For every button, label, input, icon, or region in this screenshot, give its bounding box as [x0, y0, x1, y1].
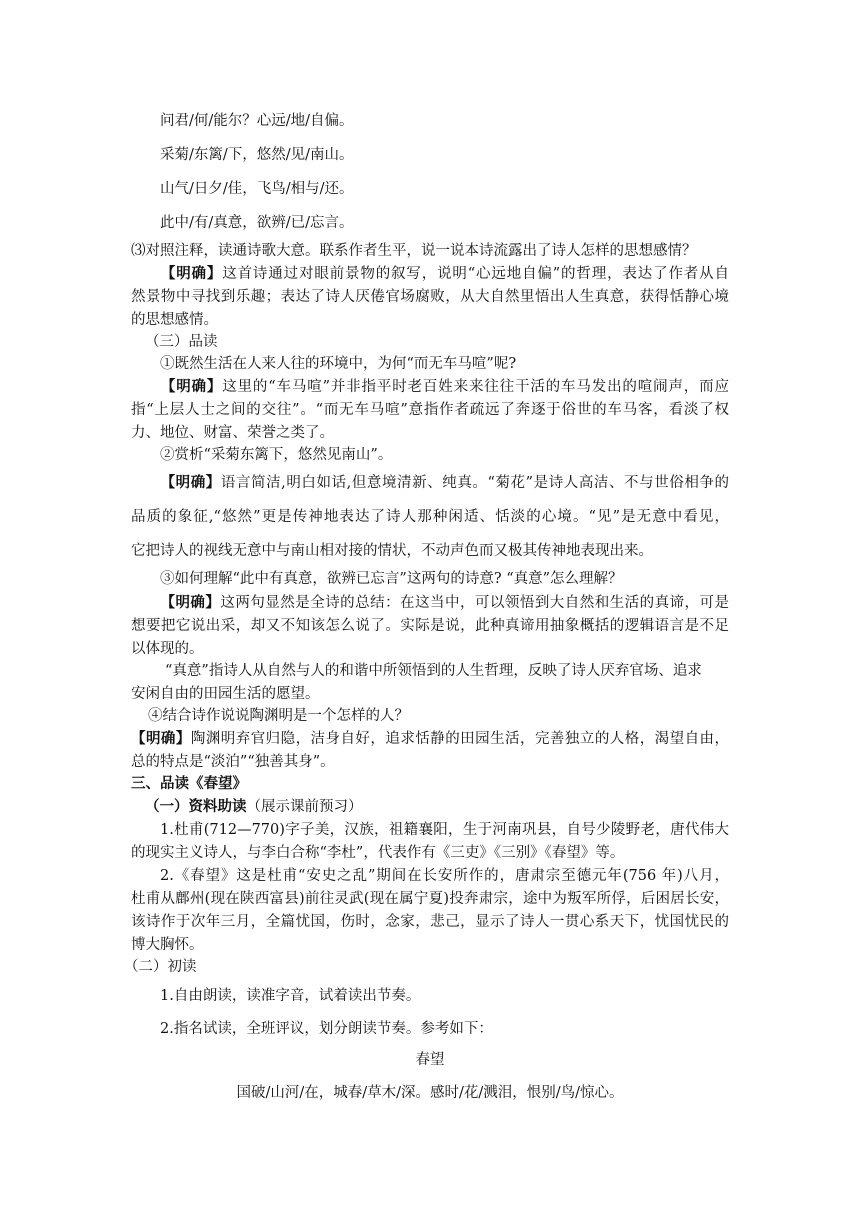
pindu-question-2: ②赏析“采菊东篱下，悠然见南山”。 [160, 447, 393, 463]
pindu-question-1: ①既然生活在人来人往的环境中，为何“而无车马喧”呢? [160, 356, 517, 372]
subsection-chudu: （二）初读 [124, 959, 197, 975]
answer-tag: 【明确】 [160, 378, 223, 395]
info-1-line-1: 1.杜甫(712—770)字子美，汉族，祖籍襄阳，生于河南巩县，自号少陵野老，唐代伟大 [160, 822, 729, 838]
answer-tag: 【明确】 [160, 594, 221, 611]
pindu-answer-3-line-4: “真意”指诗人从自然与人的和谐中所领悟到的人生哲理，反映了诗人厌弃官场、追求 [165, 663, 702, 679]
poem-line: 山气/日夕/佳，飞鸟/相与/还。 [160, 181, 354, 197]
pindu-answer-2-line-1: 【明确】语言简洁,明白如话,但意境清新、纯真。“菊花”是诗人高洁、不与世俗相争的 [160, 474, 730, 491]
reading-step-2: 2.指名试读，全班评议，划分朗读节奏。参考如下： [160, 1021, 493, 1037]
info-1-line-2: 的现实主义诗人，与李白合称“李杜”，代表作有《三吏》《三别》《春望》等。 [131, 845, 625, 861]
pindu-answer-3-line-1: 【明确】这两句显然是全诗的总结：在这当中，可以领悟到大自然和生活的真谛，可是 [160, 594, 730, 611]
poem-title: 春望 [415, 1052, 445, 1068]
poem-line: 国破/山河/在，城春/草木/深。感时/花/溅泪，恨别/鸟/惊心。 [236, 1085, 624, 1101]
info-2-line-1: 2.《春望》这是杜甫“安史之乱”期间在长安所作的，唐肃宗至德元年(756 年)八月， [160, 868, 729, 884]
pindu-answer-2-line-2: 品质的象征,“悠然”更是传神地表达了诗人那种闲适、恬淡的心境。“见”是无意中看见， [131, 509, 729, 525]
answer-3-line-1: 【明确】这首诗通过对眼前景物的叙写，说明“心远地自偏”的哲理，表达了作者从自 [160, 265, 729, 282]
answer-tag: 【明确】 [160, 474, 221, 491]
info-2-line-4: 博大胸怀。 [131, 937, 204, 953]
section-heading: 三、品读《春望》 [131, 775, 247, 792]
answer-tag: 【明确】 [131, 730, 191, 747]
answer-3-line-3: 的思想感情。 [131, 312, 218, 328]
pindu-answer-2-line-3: 它把诗人的视线无意中与南山相对接的情状，不动声色而又极其传神地表现出来。 [131, 543, 653, 559]
pindu-answer-4-line-2: 总的特点是“淡泊”“独善其身”。 [131, 754, 335, 770]
question-3: ⑶对照注释，读通诗歌大意。联系作者生平，说一说本诗流露出了诗人怎样的思想感情？ [131, 243, 697, 259]
pindu-answer-3-line-3: 以体现的。 [131, 641, 204, 657]
pindu-question-3: ③如何理解“此中有真意，欲辨已忘言”这两句的诗意? “真意”怎么理解？ [160, 571, 623, 587]
section-pindu: （三）品读 [145, 334, 218, 350]
poem-line: 采菊/东篱/下，悠然/见/南山。 [160, 147, 354, 163]
pindu-answer-1-line-1: 【明确】这里的“车马喧”并非指平时老百姓来来往往干活的车马发出的喧闹声，而应 [160, 378, 729, 395]
pindu-answer-1-line-2: 指“上层人士之间的交往”。“而无车马喧”意指作者疏远了奔逐于俗世的车马客，看淡了权 [131, 402, 729, 418]
pindu-answer-3-line-5: 安闲自由的田园生活的愿望。 [131, 686, 320, 702]
answer-3-line-2: 然景物中寻找到乐趣；表达了诗人厌倦官场腐败，从大自然里悟出人生真意，获得恬静心境 [131, 289, 729, 305]
subsection-ziliao: （一）资料助读（展示课前预习） [145, 798, 363, 815]
poem-line: 此中/有/真意，欲辨/已/忘言。 [160, 215, 354, 231]
info-2-line-3: 该诗作于次年三月，全篇忧国，伤时，念家，悲己，显示了诗人一贯心系天下，忧国忧民的 [131, 914, 729, 930]
poem-line: 问君/何/能尔？心远/地/自偏。 [160, 113, 354, 129]
pindu-answer-4-line-1: 【明确】陶渊明弃官归隐，洁身自好，追求恬静的田园生活，完善独立的人格，渴望自由， [131, 730, 730, 747]
answer-tag: 【明确】 [160, 265, 223, 282]
pindu-question-4: ④结合诗作说说陶渊明是一个怎样的人？ [148, 708, 409, 724]
pindu-answer-3-line-2: 想要把它说出采，却又不知该怎么说了。实际是说，此种真谛用抽象概括的逻辑语言是不足 [131, 618, 729, 634]
pindu-answer-1-line-3: 力、地位、财富、荣誉之类了。 [131, 425, 334, 441]
info-2-line-2: 杜甫从鄜州(现在陕西富县)前往灵武(现在属宁夏)投奔肃宗，途中为叛军所俘，后困居长安， [131, 891, 729, 907]
reading-step-1: 1.自由朗读，读准字音，试着读出节奏。 [160, 988, 421, 1004]
